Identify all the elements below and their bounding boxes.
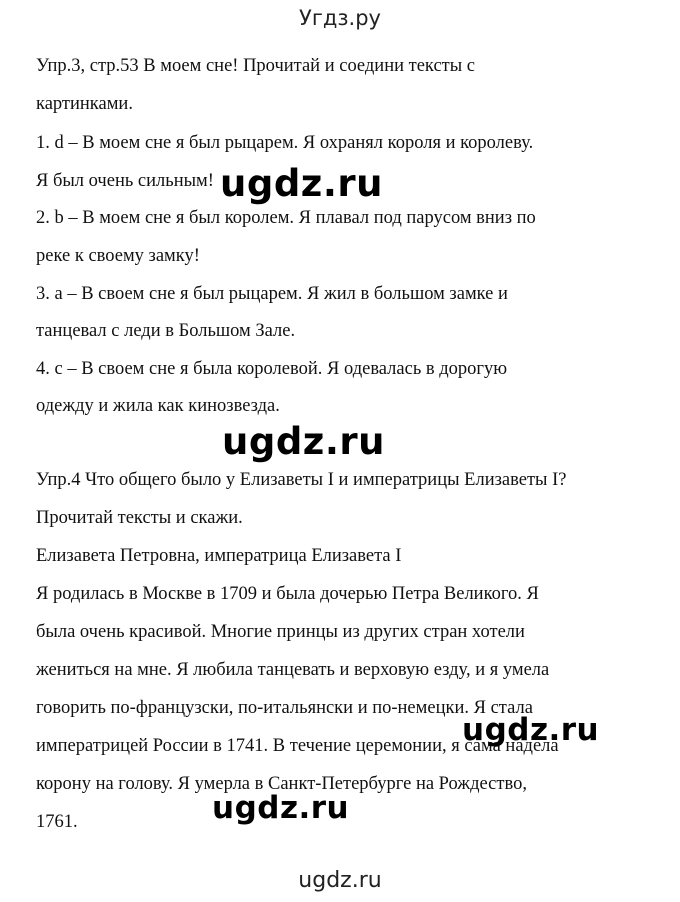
text-line: Я был очень сильным! — [36, 171, 214, 191]
text-line: корону на голову. Я умерла в Санкт-Петербурге на Рождество, — [36, 774, 527, 794]
watermark: ugdz.ru — [222, 420, 385, 463]
text-line: Упр.3, стр.53 В моем сне! Прочитай и соедини тексты с — [36, 56, 476, 76]
text-line: Елизавета Петровна, императрица Елизавета I — [36, 546, 402, 566]
site-title: Угдз.ру — [299, 6, 381, 30]
text-line: говорить по-французски, по-итальянски и по-немецки. Я стала — [36, 698, 533, 718]
watermark: ugdz.ru — [462, 712, 600, 748]
watermark: ugdz.ru — [220, 162, 383, 205]
text-line: императрицей России в 1741. В течение церемонии, я сама надела — [36, 736, 559, 756]
text-line: 2. b – В моем сне я был королем. Я плавал под парусом вниз по — [36, 208, 536, 228]
text-line: была очень красивой. Многие принцы из других стран хотели — [36, 622, 525, 642]
text-line: Упр.4 Что общего было у Елизаветы I и императрицы Елизаветы I? — [36, 470, 567, 490]
text-line: 1. d – В моем сне я был рыцарем. Я охранял короля и королеву. — [36, 133, 534, 153]
text-line: одежду и жила как кинозвезда. — [36, 396, 280, 416]
text-line: картинками. — [36, 94, 133, 114]
footer-watermark: ugdz.ru — [298, 868, 382, 893]
text-line: жениться на мне. Я любила танцевать и верховую езду, и я умела — [36, 660, 550, 680]
watermark: ugdz.ru — [212, 790, 350, 826]
text-line: 1761. — [36, 812, 78, 832]
text-line: 4. c – В своем сне я была королевой. Я одевалась в дорогую — [36, 359, 508, 379]
text-line: Прочитай тексты и скажи. — [36, 508, 243, 528]
text-line: 3. a – В своем сне я был рыцарем. Я жил в большом замке и — [36, 284, 508, 304]
text-line: реке к своему замку! — [36, 246, 200, 266]
text-line: Я родилась в Москве в 1709 и была дочерью Петра Великого. Я — [36, 584, 539, 604]
text-line: танцевал с леди в Большом Зале. — [36, 321, 296, 341]
